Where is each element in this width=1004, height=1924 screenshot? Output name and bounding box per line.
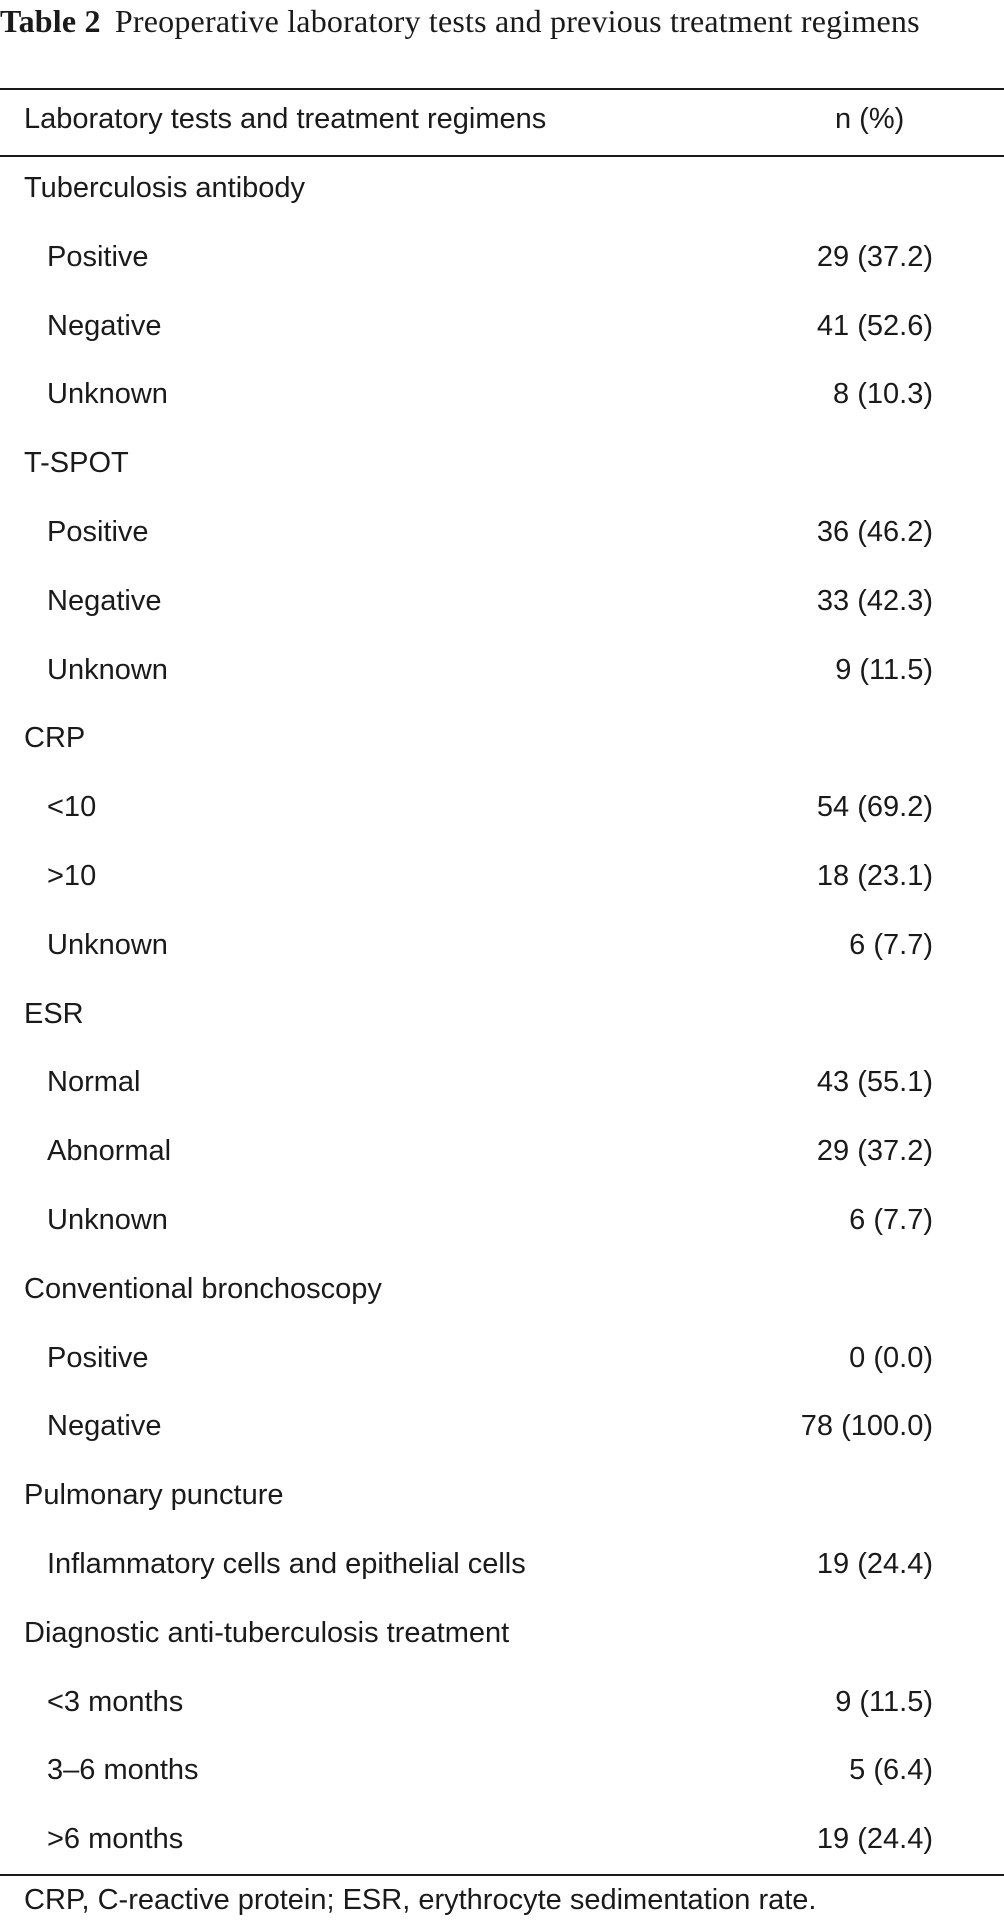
header-col-tests: Laboratory tests and treatment regimens — [24, 103, 547, 135]
row-label: 3–6 months — [47, 1754, 199, 1787]
table-group-row — [0, 707, 1004, 776]
table-row — [0, 1051, 1004, 1120]
table-row — [0, 1120, 1004, 1189]
table-row — [0, 845, 1004, 914]
row-value: 41 (52.6) — [816, 309, 933, 342]
table-row — [0, 1533, 1004, 1602]
table-row — [0, 570, 1004, 639]
row-label: Positive — [47, 515, 149, 548]
table-row — [0, 639, 1004, 708]
header-col-n-percent: n (%) — [835, 103, 905, 135]
row-label: <3 months — [47, 1685, 184, 1718]
table-group-row — [0, 157, 1004, 226]
row-label: Unknown — [47, 378, 168, 411]
table-group-row — [0, 1258, 1004, 1327]
row-label: Inflammatory cells and epithelial cells — [47, 1547, 526, 1580]
table-row — [0, 501, 1004, 570]
table-row — [0, 226, 1004, 295]
row-value: 19 (24.4) — [816, 1823, 933, 1856]
row-value: 54 (69.2) — [816, 791, 933, 824]
row-label: >6 months — [47, 1823, 184, 1856]
row-label: Unknown — [47, 928, 168, 961]
group-label: Conventional bronchoscopy — [24, 1272, 382, 1305]
row-value: 29 (37.2) — [816, 240, 933, 273]
row-value: 36 (46.2) — [816, 515, 933, 548]
row-label: <10 — [47, 791, 97, 824]
table-body — [0, 157, 1004, 1877]
row-label: >10 — [47, 859, 97, 892]
row-label: Positive — [47, 1341, 149, 1374]
table-row — [0, 363, 1004, 432]
row-value: 43 (55.1) — [816, 1066, 933, 1099]
table-title: Preoperative laboratory tests and previous treatment regimens — [114, 3, 920, 39]
row-label: Negative — [47, 309, 162, 342]
table-group-row — [0, 1464, 1004, 1533]
row-label: Abnormal — [47, 1135, 172, 1168]
table-row — [0, 1808, 1004, 1877]
row-value: 5 (6.4) — [849, 1754, 933, 1787]
table-row — [0, 1739, 1004, 1808]
group-label: Diagnostic anti-tuberculosis treatment — [24, 1616, 510, 1649]
table-row — [0, 1395, 1004, 1464]
row-value: 78 (100.0) — [800, 1410, 933, 1443]
row-value: 9 (11.5) — [835, 653, 933, 686]
row-value: 33 (42.3) — [816, 584, 933, 617]
top-rule — [0, 88, 1004, 90]
table-footnote: CRP, C-reactive protein; ESR, erythrocyte sedimentation rate. — [24, 1884, 817, 1916]
group-label: Pulmonary puncture — [24, 1479, 284, 1512]
table-group-row — [0, 432, 1004, 501]
row-value: 29 (37.2) — [816, 1135, 933, 1168]
table-group-row — [0, 1602, 1004, 1671]
row-label: Unknown — [47, 1203, 168, 1236]
row-value: 6 (7.7) — [849, 928, 933, 961]
row-label: Negative — [47, 584, 162, 617]
group-label: ESR — [24, 997, 84, 1030]
table-number: Table 2 — [0, 3, 101, 39]
table-caption — [0, 0, 1000, 42]
row-value: 9 (11.5) — [835, 1685, 933, 1718]
row-value: 6 (7.7) — [849, 1203, 933, 1236]
row-value: 18 (23.1) — [816, 859, 933, 892]
table-row — [0, 914, 1004, 983]
group-label: CRP — [24, 722, 86, 755]
row-label: Negative — [47, 1410, 162, 1443]
row-value: 19 (24.4) — [816, 1547, 933, 1580]
row-value: 0 (0.0) — [849, 1341, 933, 1374]
group-label: T-SPOT — [24, 447, 129, 480]
table-row — [0, 1671, 1004, 1740]
table-row — [0, 1189, 1004, 1258]
row-label: Unknown — [47, 653, 168, 686]
table-row — [0, 295, 1004, 364]
group-label: Tuberculosis antibody — [24, 172, 306, 204]
table-group-row — [0, 983, 1004, 1052]
row-label: Positive — [47, 240, 149, 273]
row-value: 8 (10.3) — [833, 378, 933, 411]
table-row — [0, 1327, 1004, 1396]
table-row — [0, 776, 1004, 845]
bottom-rule — [0, 1874, 1004, 1876]
row-label: Normal — [47, 1066, 141, 1099]
table-header — [0, 92, 1004, 154]
